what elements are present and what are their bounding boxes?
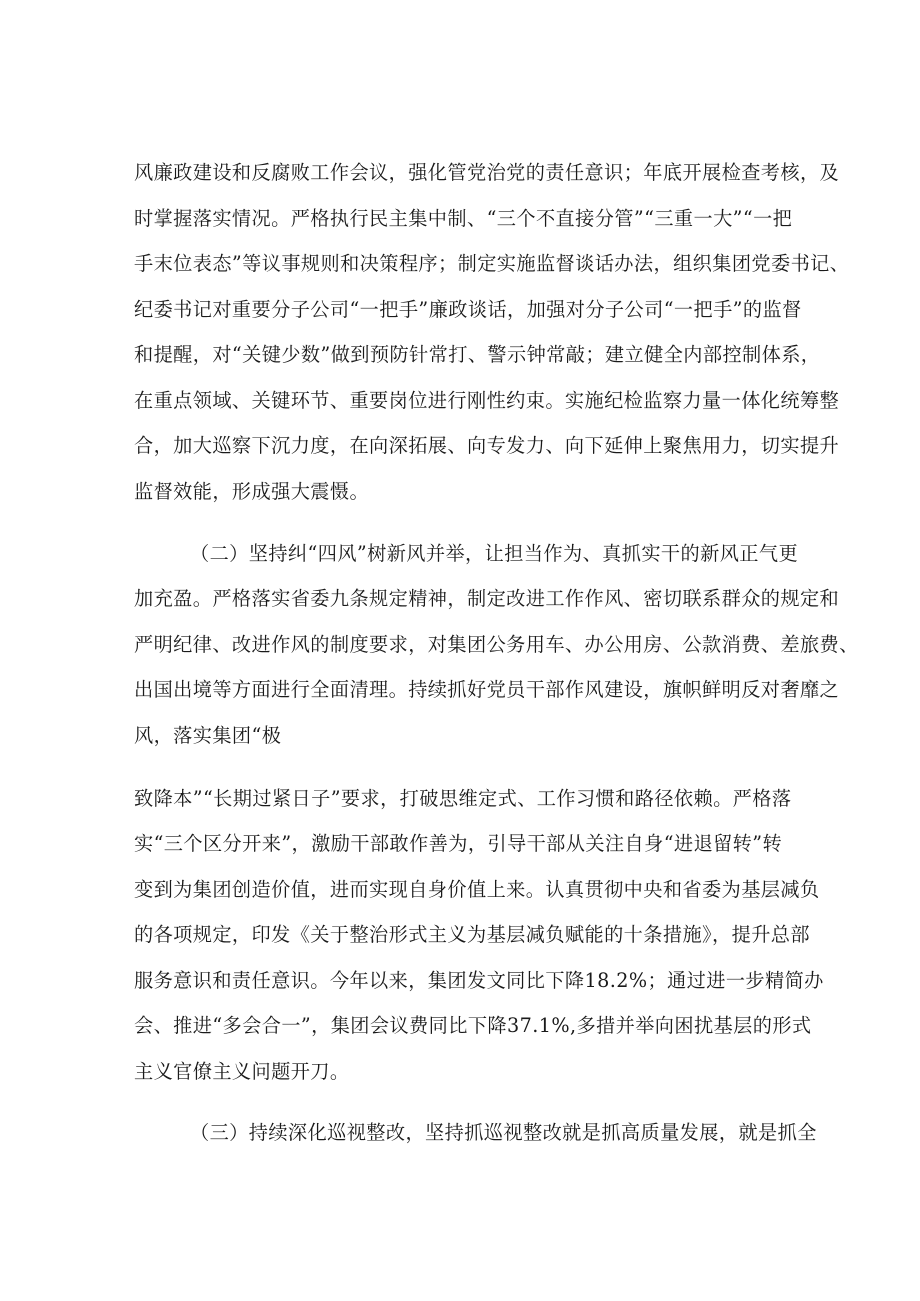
text-line: 和提醒，对“关键少数”做到预防针常打、警示钟常敲；建立健全内部控制体系， <box>134 343 821 366</box>
text-line: 出国出境等方面进行全面清理。持续抓好党员干部作风建设，旗帜鲜明反对奢靡之 <box>134 678 840 701</box>
text-line: 纪委书记对重要分子公司“一把手”廉政谈话，加强对分子公司“一把手”的监督 <box>134 298 802 321</box>
text-line: 致降本”“长期过紧日子”要求，打破思维定式、工作习惯和路径依赖。严格落 <box>134 787 792 810</box>
text-line: 风，落实集团“极 <box>134 724 282 747</box>
text-line: 加充盈。严格落实省委九条规定精神，制定改进工作作风、密切联系群众的规定和 <box>134 587 840 610</box>
paragraph-heading: （三）持续深化巡视整改，坚持抓巡视整改就是抓高质量发展，就是抓全 <box>190 1121 817 1144</box>
text-line: 严明纪律、改进作风的制度要求，对集团公务用车、办公用房、公款消费、差旅费、 <box>134 633 859 656</box>
text-line: 变到为集团创造价值，进而实现自身价值上来。认真贯彻中央和省委为基层减负 <box>134 878 820 901</box>
text-line: 监督效能，形成强大震慑。 <box>134 480 370 503</box>
text-line: 合，加大巡察下沉力度，在向深拓展、向专发力、向下延伸上聚焦用力，切实提升 <box>134 434 840 457</box>
text-line: 的各项规定，印发《关于整治形式主义为基层减负赋能的十条措施》，提升总部 <box>134 923 810 946</box>
text-line: 时掌握落实情况。严格执行民主集中制、“三个不直接分管”“三重一大”“一把 <box>134 207 793 230</box>
text-line: 主义官僚主义问题开刀。 <box>134 1060 350 1083</box>
text-line: 风廉政建设和反腐败工作会议，强化管党治党的责任意识；年底开展检查考核，及 <box>134 161 840 184</box>
paragraph-heading: （二）坚持纠“四风”树新风并举，让担当作为、真抓实干的新风正气更 <box>190 542 799 565</box>
text-line: 手末位表态”等议事规则和决策程序；制定实施监督谈话办法，组织集团党委书记、 <box>134 252 850 275</box>
text-line: 会、推进“多会合一”，集团会议费同比下降37.1%,多措并举向困扰基层的形式 <box>134 1014 812 1037</box>
text-line: 服务意识和责任意识。今年以来，集团发文同比下降18.2%；通过进一步精简办 <box>134 969 824 992</box>
text-line: 实“三个区分开来”，激励干部敢作善为，引导干部从关注自身“进退留转”转 <box>134 832 783 855</box>
text-line: 在重点领域、关键环节、重要岗位进行刚性约束。实施纪检监察力量一体化统筹整 <box>134 389 840 412</box>
